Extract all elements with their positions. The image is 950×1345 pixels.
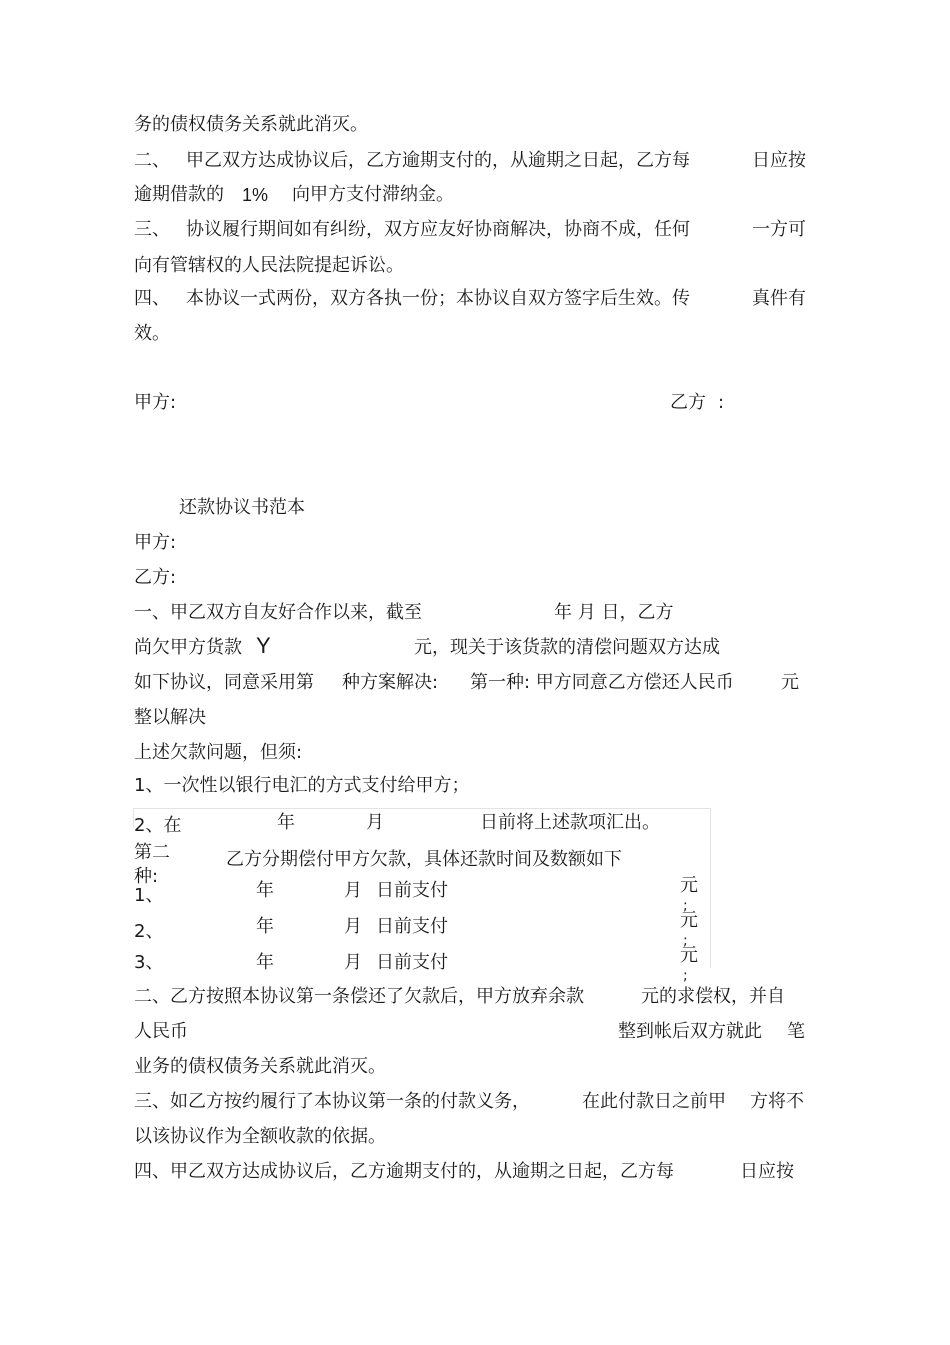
clause-text: 元的求偿权，并自 — [641, 986, 785, 1007]
clause-text: 四、甲乙双方达成协议后，乙方逾期支付的，从逾期之日起，乙方每 — [134, 1161, 674, 1182]
box-right-border — [710, 808, 711, 968]
clause-text: 人民币 — [134, 1021, 188, 1042]
month-blank: 月 — [366, 812, 384, 833]
installment-number: 3、 — [134, 952, 164, 973]
date-blank: 年 月 日，乙方 — [554, 602, 674, 623]
late-fee-percent: 1% — [242, 185, 269, 205]
separator: ; — [683, 898, 688, 914]
separator: ; — [683, 968, 688, 984]
amount-unit: 元 — [680, 945, 698, 966]
clause-text: 真件有 — [752, 288, 806, 309]
clause-text: 本协议一式两份，双方各执一份；本协议自双方签字后生效。传 — [186, 288, 690, 309]
clause-text: 整到帐后双方就此 — [618, 1021, 762, 1042]
party-a-label: 甲方: — [134, 532, 177, 553]
installment-number: 2、 — [134, 921, 164, 942]
year-blank: 年 — [256, 880, 274, 901]
option-two-label: 种: — [134, 866, 159, 887]
clause-text: 以该协议作为全额收款的依据。 — [134, 1126, 386, 1147]
month-blank: 月 — [344, 880, 362, 901]
clause-text: 笔 — [787, 1021, 805, 1042]
year-blank: 年 — [277, 812, 295, 833]
installment-option-text: 2、在 — [134, 815, 182, 836]
clause-text: 协议履行期间如有纠纷，双方应友好协商解决，协商不成，任何 — [186, 219, 690, 240]
clause-text: 业务的债权债务关系就此消灭。 — [134, 1056, 386, 1077]
clause-text: 如下协议，同意采用第 — [134, 672, 314, 693]
clause-text: 甲乙双方达成协议后，乙方逾期支付的，从逾期之日起，乙方每 — [186, 150, 690, 171]
clause-number: 二、 — [134, 150, 170, 171]
year-blank: 年 — [256, 952, 274, 973]
clause-text: 向甲方支付滞纳金。 — [292, 184, 454, 205]
party-b-label: 乙方: — [134, 567, 177, 588]
clause-text: 第一种: 甲方同意乙方偿还人民币 — [470, 672, 734, 693]
amount-unit: 元 — [680, 910, 698, 931]
clause-text: 元，现关于该货款的清偿问题双方达成 — [414, 637, 720, 658]
installment-intro: 乙方分期偿付甲方欠款，具体还款时间及数额如下 — [226, 849, 622, 870]
year-blank: 年 — [256, 916, 274, 937]
clause-text: 元 — [781, 672, 799, 693]
clause-text: 向有管辖权的人民法院提起诉讼。 — [134, 255, 404, 276]
clause-text: 在此付款日之前甲 — [582, 1091, 726, 1112]
clause-text: 整以解决 — [134, 707, 206, 728]
installment-number: 1、 — [134, 885, 164, 906]
clause-text: 三、如乙方按约履行了本协议第一条的付款义务， — [134, 1091, 530, 1112]
yuan-symbol: Y — [256, 633, 271, 658]
clause-text: 方将不 — [750, 1091, 804, 1112]
clause-text: 日应按 — [752, 150, 806, 171]
pay-before-text: 日前支付 — [376, 880, 448, 901]
signature-colon: : — [718, 392, 725, 413]
document-title: 还款协议书范本 — [179, 497, 305, 518]
signature-party-b: 乙方 — [670, 392, 706, 413]
pay-before-text: 日前支付 — [376, 916, 448, 937]
clause-text: 尚欠甲方货款 — [134, 637, 242, 658]
amount-unit: 元 — [680, 875, 698, 896]
clause-text: 1、一次性以银行电汇的方式支付给甲方； — [134, 775, 470, 796]
box-top-border — [133, 808, 711, 809]
day-text: 日前将上述款项汇出。 — [480, 812, 660, 833]
option-two-label: 第二 — [134, 842, 170, 863]
clause-text: 一、甲乙双方自友好合作以来，截至 — [134, 602, 422, 623]
month-blank: 月 — [344, 952, 362, 973]
clause-number: 三、 — [134, 219, 170, 240]
separator: ; — [683, 933, 688, 949]
clause-tail-text: 务的债权债务关系就此消灭。 — [134, 114, 368, 135]
clause-text: 种方案解决: — [342, 672, 439, 693]
clause-text: 日应按 — [740, 1161, 794, 1182]
month-blank: 月 — [344, 916, 362, 937]
clause-text: 一方可 — [752, 219, 806, 240]
clause-number: 四、 — [134, 288, 170, 309]
clause-text: 效。 — [134, 323, 170, 344]
pay-before-text: 日前支付 — [376, 952, 448, 973]
clause-text: 二、乙方按照本协议第一条偿还了欠款后，甲方放弃余款 — [134, 986, 584, 1007]
clause-text: 上述欠款问题，但须: — [134, 742, 303, 763]
clause-text: 逾期借款的 — [134, 184, 224, 205]
signature-party-a: 甲方: — [134, 392, 177, 413]
